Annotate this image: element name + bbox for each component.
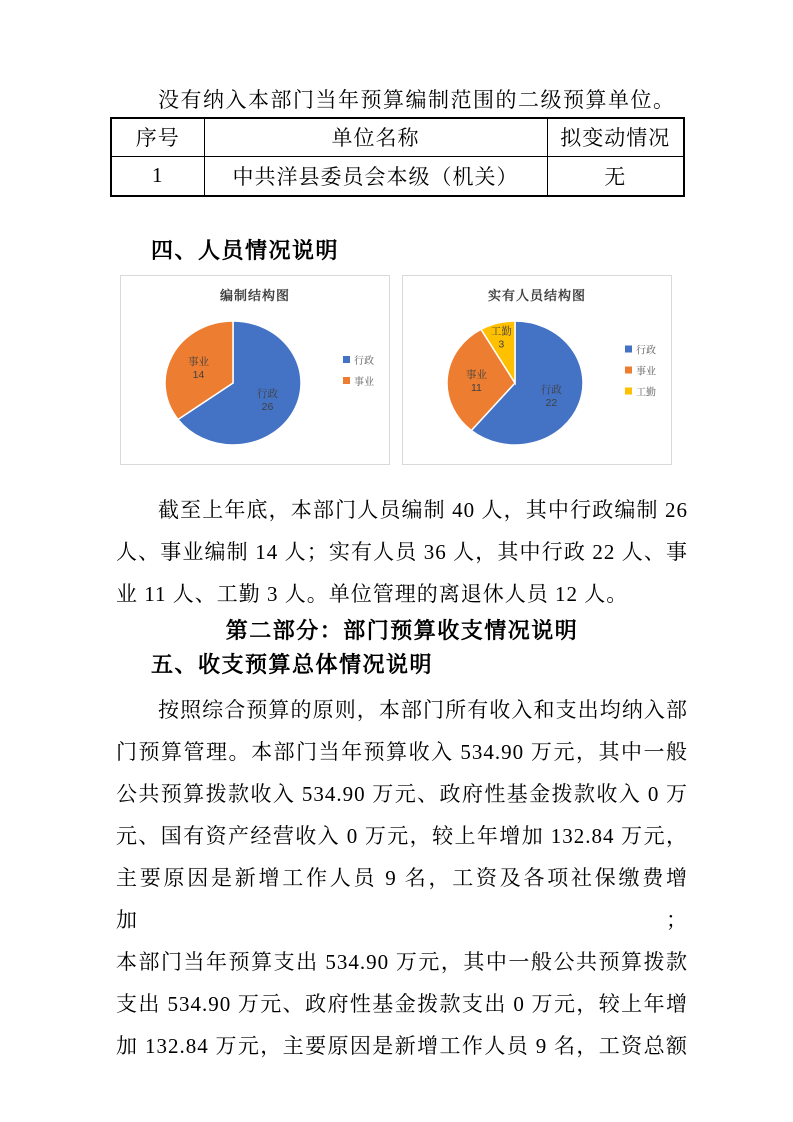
section-heading-personnel: 四、人员情况说明: [151, 238, 340, 263]
legend-item: [625, 384, 656, 399]
personnel-paragraph: [116, 489, 688, 615]
personnel-charts-row: [120, 275, 672, 465]
table-cell: 1: [111, 156, 204, 196]
chart-title: 编制结构图: [219, 288, 290, 303]
pie-data-label: 事业 11: [465, 368, 487, 394]
legend-label: 事业: [636, 366, 656, 378]
chart-legend: [343, 352, 374, 388]
paragraph-line: 本部门当年预算支出 534.90 万元，其中一般公共预算拨款: [116, 950, 688, 974]
table-header-cell: 序号: [111, 118, 204, 156]
pie-data-label: 工勤 3: [490, 325, 512, 351]
legend-label: 行政: [636, 345, 656, 357]
chart-title: 实有人员结构图: [487, 288, 586, 303]
table-body: [111, 156, 684, 196]
paragraph-line: 主要原因是新增工作人员 9 名，工资及各项社保缴费增加；: [116, 866, 688, 932]
table-cell: 中共洋县委员会本级（机关）: [204, 156, 547, 196]
table-header-cell: 拟变动情况: [547, 118, 684, 156]
chart-staffing-structure: [120, 275, 390, 465]
paragraph-line: 元、国有资产经营收入 0 万元，较上年增加 132.84 万元，: [116, 824, 688, 848]
chart-actual-personnel-structure: [402, 275, 672, 465]
paragraph-line: 业 11 人、工勤 3 人。单位管理的离退休人员 12 人。: [116, 582, 629, 606]
part2-heading: 第二部分：部门预算收支情况说明: [225, 618, 579, 643]
pie-data-label: 事业 14: [188, 356, 209, 381]
legend-label: 行政: [354, 356, 374, 367]
legend-item: [625, 363, 656, 378]
pie-data-label: 行政 26: [257, 388, 278, 413]
budget-units-table: [110, 117, 685, 197]
table-header-row: [111, 118, 684, 156]
paragraph-line: 加 132.84 万元，主要原因是新增工作人员 9 名，工资总额: [116, 1034, 688, 1058]
legend-item: [343, 352, 374, 367]
paragraph-line: 门预算管理。本部门当年预算收入 534.90 万元，其中一般: [116, 740, 688, 764]
table-cell: 无: [547, 156, 684, 196]
paragraph-line: 支出 534.90 万元、政府性基金拨款支出 0 万元，较上年增: [116, 992, 688, 1016]
legend-swatch-icon: [343, 356, 350, 363]
section-heading-budget: 五、收支预算总体情况说明: [151, 652, 434, 677]
intro-paragraph: 没有纳入本部门当年预算编制范围的二级预算单位。: [158, 88, 676, 112]
legend-label: 事业: [354, 377, 374, 388]
paragraph-line: 人、事业编制 14 人；实有人员 36 人，其中行政 22 人、事: [116, 540, 688, 564]
pie-data-label: 行政 22: [540, 384, 562, 410]
budget-paragraph: [116, 689, 688, 1067]
legend-swatch-icon: [625, 388, 632, 395]
table-row: [111, 156, 684, 196]
paragraph-line: 截至上年底，本部门人员编制 40 人，其中行政编制 26: [158, 498, 688, 522]
legend-swatch-icon: [625, 346, 632, 353]
table-header-cell: 单位名称: [204, 118, 547, 156]
paragraph-line: 公共预算拨款收入 534.90 万元、政府性基金拨款收入 0 万: [116, 782, 688, 806]
chart-legend: [625, 342, 656, 399]
legend-swatch-icon: [343, 377, 350, 384]
legend-item: [343, 373, 374, 388]
legend-label: 工勤: [636, 387, 656, 399]
legend-item: [625, 342, 656, 357]
legend-swatch-icon: [625, 367, 632, 374]
paragraph-line: 按照综合预算的原则，本部门所有收入和支出均纳入部: [158, 698, 688, 722]
